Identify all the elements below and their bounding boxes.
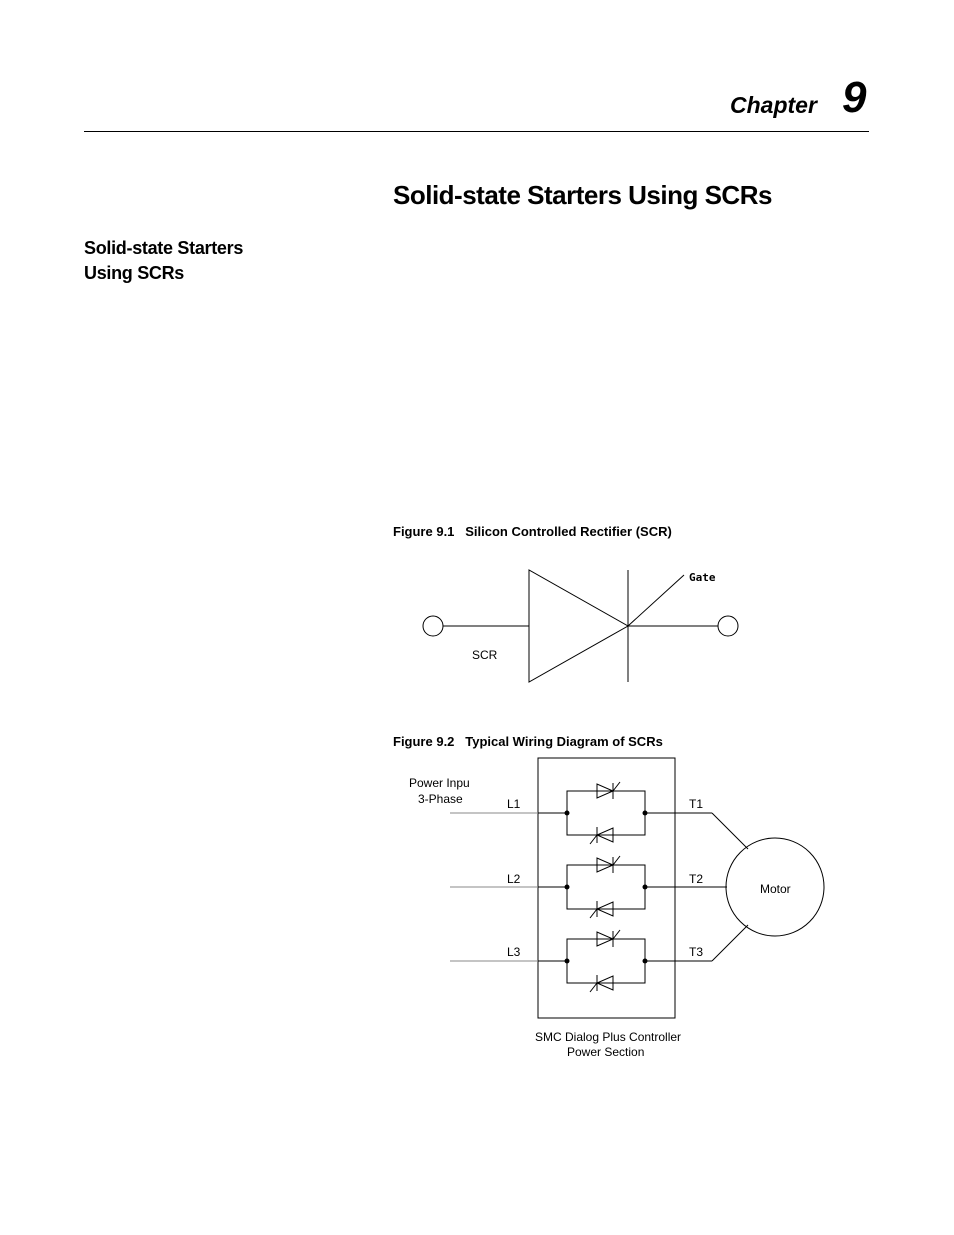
controller-label-line-1: SMC Dialog Plus Controller — [535, 1030, 682, 1044]
cathode-terminal — [718, 616, 738, 636]
scr-triangle — [529, 570, 628, 682]
power-input-label-line-2: 3-Phase — [418, 792, 463, 806]
phase-2-forward-scr-gate — [613, 856, 620, 865]
controller-label-line-2: Power Section — [567, 1045, 645, 1059]
phase-3-input-node — [565, 959, 570, 964]
line-label-l1: L1 — [507, 797, 521, 811]
motor-label: Motor — [760, 882, 791, 896]
side-heading-line-1: Solid-state Starters — [84, 238, 244, 258]
figure-9-1-caption: Figure 9.1 Silicon Controlled Rectifier (SCR) — [393, 524, 672, 539]
phase-1-reverse-scr-gate — [590, 835, 597, 844]
terminal-label-t1: T1 — [689, 797, 704, 811]
gate-label: Gate — [689, 571, 716, 584]
phase-3-scr-loop — [567, 939, 645, 983]
phase-1-forward-scr-gate — [613, 782, 620, 791]
terminal-label-t3: T3 — [689, 945, 704, 959]
t1-motor-wire — [712, 813, 748, 849]
terminal-label-t2: T2 — [689, 872, 704, 886]
phase-1-scr-loop — [567, 791, 645, 835]
line-label-l2: L2 — [507, 872, 521, 886]
scr-label: SCR — [472, 648, 498, 662]
gate-lead — [628, 575, 684, 626]
phase-2-scr-loop — [567, 865, 645, 909]
t3-motor-wire — [712, 925, 748, 961]
wiring-diagram — [409, 758, 824, 1059]
page-title: Solid-state Starters Using SCRs — [393, 180, 772, 210]
phase-3-reverse-scr-gate — [590, 983, 597, 992]
scr-symbol-diagram — [423, 570, 738, 682]
figure-9-2-caption: Figure 9.2 Typical Wiring Diagram of SCRs — [393, 734, 663, 749]
anode-terminal — [423, 616, 443, 636]
power-input-label-line-1: Power Inpu — [409, 776, 470, 790]
phase-3-forward-scr-gate — [613, 930, 620, 939]
phase-2-input-node — [565, 885, 570, 890]
chapter-label: Chapter — [730, 92, 817, 118]
chapter-number: 9 — [842, 73, 867, 122]
phase-1-input-node — [565, 811, 570, 816]
side-heading-line-2: Using SCRs — [84, 263, 185, 283]
phase-2-reverse-scr-gate — [590, 909, 597, 918]
line-label-l3: L3 — [507, 945, 521, 959]
